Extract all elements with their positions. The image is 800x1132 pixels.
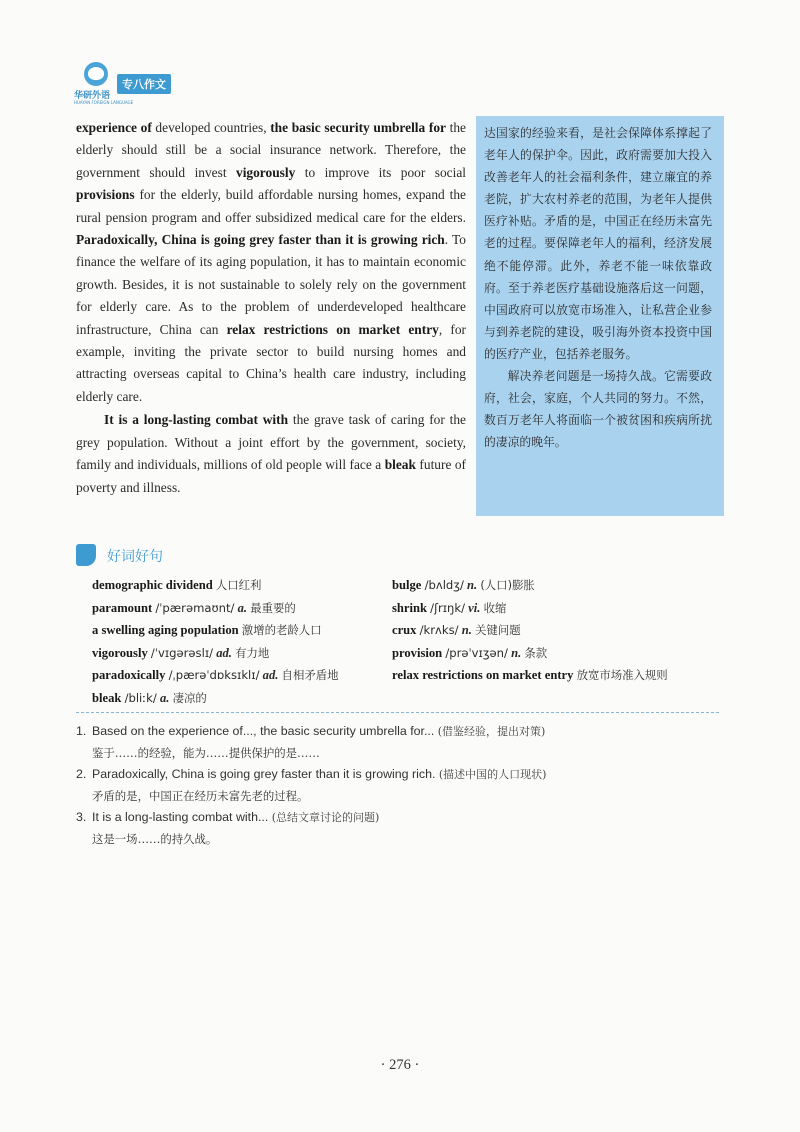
vocab-phonetic: /bʌldʒ/ [424, 578, 464, 592]
vocab-phonetic: /ˈpærəmaʊnt/ [155, 600, 235, 615]
vocab-meaning: 收缩 [483, 600, 507, 615]
vocab-entry [92, 597, 339, 620]
page-number: · 276 · [380, 1057, 420, 1073]
vocab-pos: a. [237, 600, 248, 615]
vocab-word: paradoxically [92, 668, 166, 682]
vocab-pos: a. [159, 690, 170, 705]
vocab-meaning: 放宽市场准入规则 [576, 668, 668, 682]
section-title: 好词好句 [107, 549, 163, 565]
vocab-entry [392, 642, 668, 665]
key-phrase: vigorously [236, 164, 296, 180]
essay-text: to improve its poor social [295, 164, 466, 180]
logo-name: 华研外语 [74, 91, 111, 101]
key-phrase: the basic security umbrella for [270, 120, 446, 135]
sentence-note: (借鉴经验，提出对策) [437, 725, 546, 738]
translation-paragraph-2: 解决养老问题是一场持久战。它需要政府，社会，家庭，个人共同的努力。不然，数百万老年人将面临一个被贫困和疾病所扰的凄凉的晚年。 [484, 369, 712, 450]
chinese-translation-text [484, 122, 712, 453]
sentence-number: 3. [76, 810, 87, 824]
mascot-icon [84, 62, 108, 86]
vocab-entry [92, 664, 339, 687]
vocab-meaning: 激增的老龄人口 [241, 623, 322, 637]
key-phrase: Paradoxically, China is going grey faster than it is growing rich [76, 232, 445, 248]
vocab-meaning: 最重要的 [250, 600, 296, 615]
vocab-meaning: 有力地 [235, 645, 270, 660]
vocab-pos: ad. [262, 668, 279, 682]
vocab-word: crux [392, 623, 417, 637]
logo-subtitle: HUAYAN FOREIGN LANGUAGE [74, 100, 134, 105]
vocab-word: vigorously [92, 645, 148, 660]
vocab-section-header [76, 543, 216, 569]
essay-text: , for example, inviting the private sector to build nursing homes and attracting overseas capital to China’s health care industry, including elderly care. [76, 321, 466, 404]
essay-text: developed countries, [151, 120, 271, 135]
sentence-english [76, 721, 726, 742]
vocab-phonetic: /ˈvɪgərəslɪ/ [150, 645, 214, 660]
key-phrase: It is a long-lasting combat with [104, 412, 289, 428]
sentence-english [76, 807, 726, 828]
vocab-entry [92, 687, 339, 710]
vocab-meaning: 自相矛盾地 [281, 668, 339, 682]
vocab-entry [92, 642, 339, 665]
sentence-translation: 鉴于……的经验，能为……提供保护的是…… [92, 746, 320, 760]
vocab-word: shrink [392, 600, 428, 615]
vocab-meaning: 凄凉的 [172, 690, 207, 705]
vocab-phonetic: /prəˈvɪʒən/ [445, 645, 508, 660]
key-phrase: experience of [76, 120, 152, 135]
vocab-phonetic: /ˌpærəˈdɒksɪklɪ/ [168, 668, 260, 682]
vocab-meaning: 人口红利 [215, 578, 262, 592]
key-phrase: provisions [76, 187, 135, 203]
vocab-pos: n. [461, 623, 472, 637]
sentence-text: Based on the experience of..., the basic security umbrella for... [92, 724, 438, 738]
sentence-translation: 这是一场……的持久战。 [92, 832, 218, 846]
sentence-patterns [76, 721, 726, 850]
sentence-number: 2. [76, 767, 87, 781]
vocab-entry [92, 574, 339, 597]
essay-text: future of poverty and illness. [76, 457, 467, 495]
vocab-pos: n. [467, 578, 478, 592]
vocab-phonetic: /bliːk/ [124, 690, 157, 705]
vocab-word: paramount [92, 600, 153, 615]
vocab-word: relax restrictions on market entry [392, 668, 574, 682]
essay-paragraph-1 [76, 117, 466, 408]
section-marker-icon [76, 544, 96, 566]
sentence-translation: 矛盾的是，中国正在经历未富先老的过程。 [92, 789, 309, 803]
essay-text: . To finance the welfare of its aging population, it has to maintain economic growth. Besides, it is not sustainable to solely rely on the government for elderly care. As to the problem of underdeveloped healthcare infrastructure, China can [76, 232, 466, 337]
sentence-note: (描述中国的人口现状) [438, 768, 547, 781]
vocab-pos: ad. [216, 645, 232, 660]
vocab-entry [392, 619, 668, 642]
vocab-word: bulge [392, 578, 422, 592]
vocab-word: bleak [92, 690, 122, 705]
sentence-english [76, 764, 726, 785]
section-badge: 专八作文 [117, 74, 171, 94]
vocab-pos: vi. [468, 600, 481, 615]
vocab-meaning: (人口)膨胀 [480, 578, 535, 592]
vocab-phonetic: /krʌks/ [419, 623, 459, 637]
vocab-pos: n. [511, 645, 522, 660]
key-phrase: relax restrictions on market entry [226, 321, 439, 337]
sentence-number: 1. [76, 724, 87, 738]
vocab-word: demographic dividend [92, 578, 213, 592]
vocab-phonetic: /ʃrɪŋk/ [430, 600, 466, 615]
divider [76, 712, 719, 713]
essay-paragraph-2 [76, 409, 466, 499]
sentence-text: Paradoxically, China is going grey faster than it is growing rich. [92, 767, 439, 781]
essay-text: the elderly should still be a social insurance network. Therefore, the government should invest [76, 120, 466, 180]
sentence-item [76, 764, 726, 807]
english-essay [76, 117, 466, 499]
vocab-list-left [92, 574, 339, 709]
vocab-list-right [392, 574, 668, 687]
essay-text: the grave task of caring for the grey population. Without a joint effort by the government, society, family and individuals, millions of old people will face a [76, 412, 466, 473]
sentence-item [76, 807, 726, 850]
vocab-entry [92, 619, 339, 642]
translation-paragraph-1: 达国家的经验来看，是社会保障体系撑起了老年人的保护伞。因此，政府需要加大投入改善老年人的社会福利条件，建立廉宜的养老院，扩大农村养老的范围，为老年人提供医疗补贴。矛盾的是，中国正在经历未富先老的过程。要保障老年人的福利，经济发展绝不能停滞。此外，养老不能一味依靠政府。至于养老医疗基础设施落后这一问题，中国政府可以放宽市场准入，让私营企业参与到养老院的建设，吸引海外资本投资中国的医疗产业，包括养老服务。 [484, 126, 712, 361]
sentence-item [76, 721, 726, 764]
key-phrase: bleak [384, 457, 416, 473]
vocab-word: provision [392, 645, 443, 660]
vocab-meaning: 条款 [524, 645, 548, 660]
sentence-text: It is a long-lasting combat with... [92, 810, 272, 824]
essay-text: for the elderly, build affordable nursing homes, expand the rural pension program and offer subsidized medical care for the elders. [76, 187, 466, 225]
vocab-word: a swelling aging population [92, 623, 239, 637]
vocab-meaning: 关键问题 [475, 623, 521, 637]
sentence-note: (总结文章讨论的问题) [271, 811, 380, 824]
vocab-entry [392, 597, 668, 620]
chinese-translation-box [476, 116, 724, 516]
vocab-entry [392, 574, 668, 597]
vocab-entry [392, 664, 668, 687]
